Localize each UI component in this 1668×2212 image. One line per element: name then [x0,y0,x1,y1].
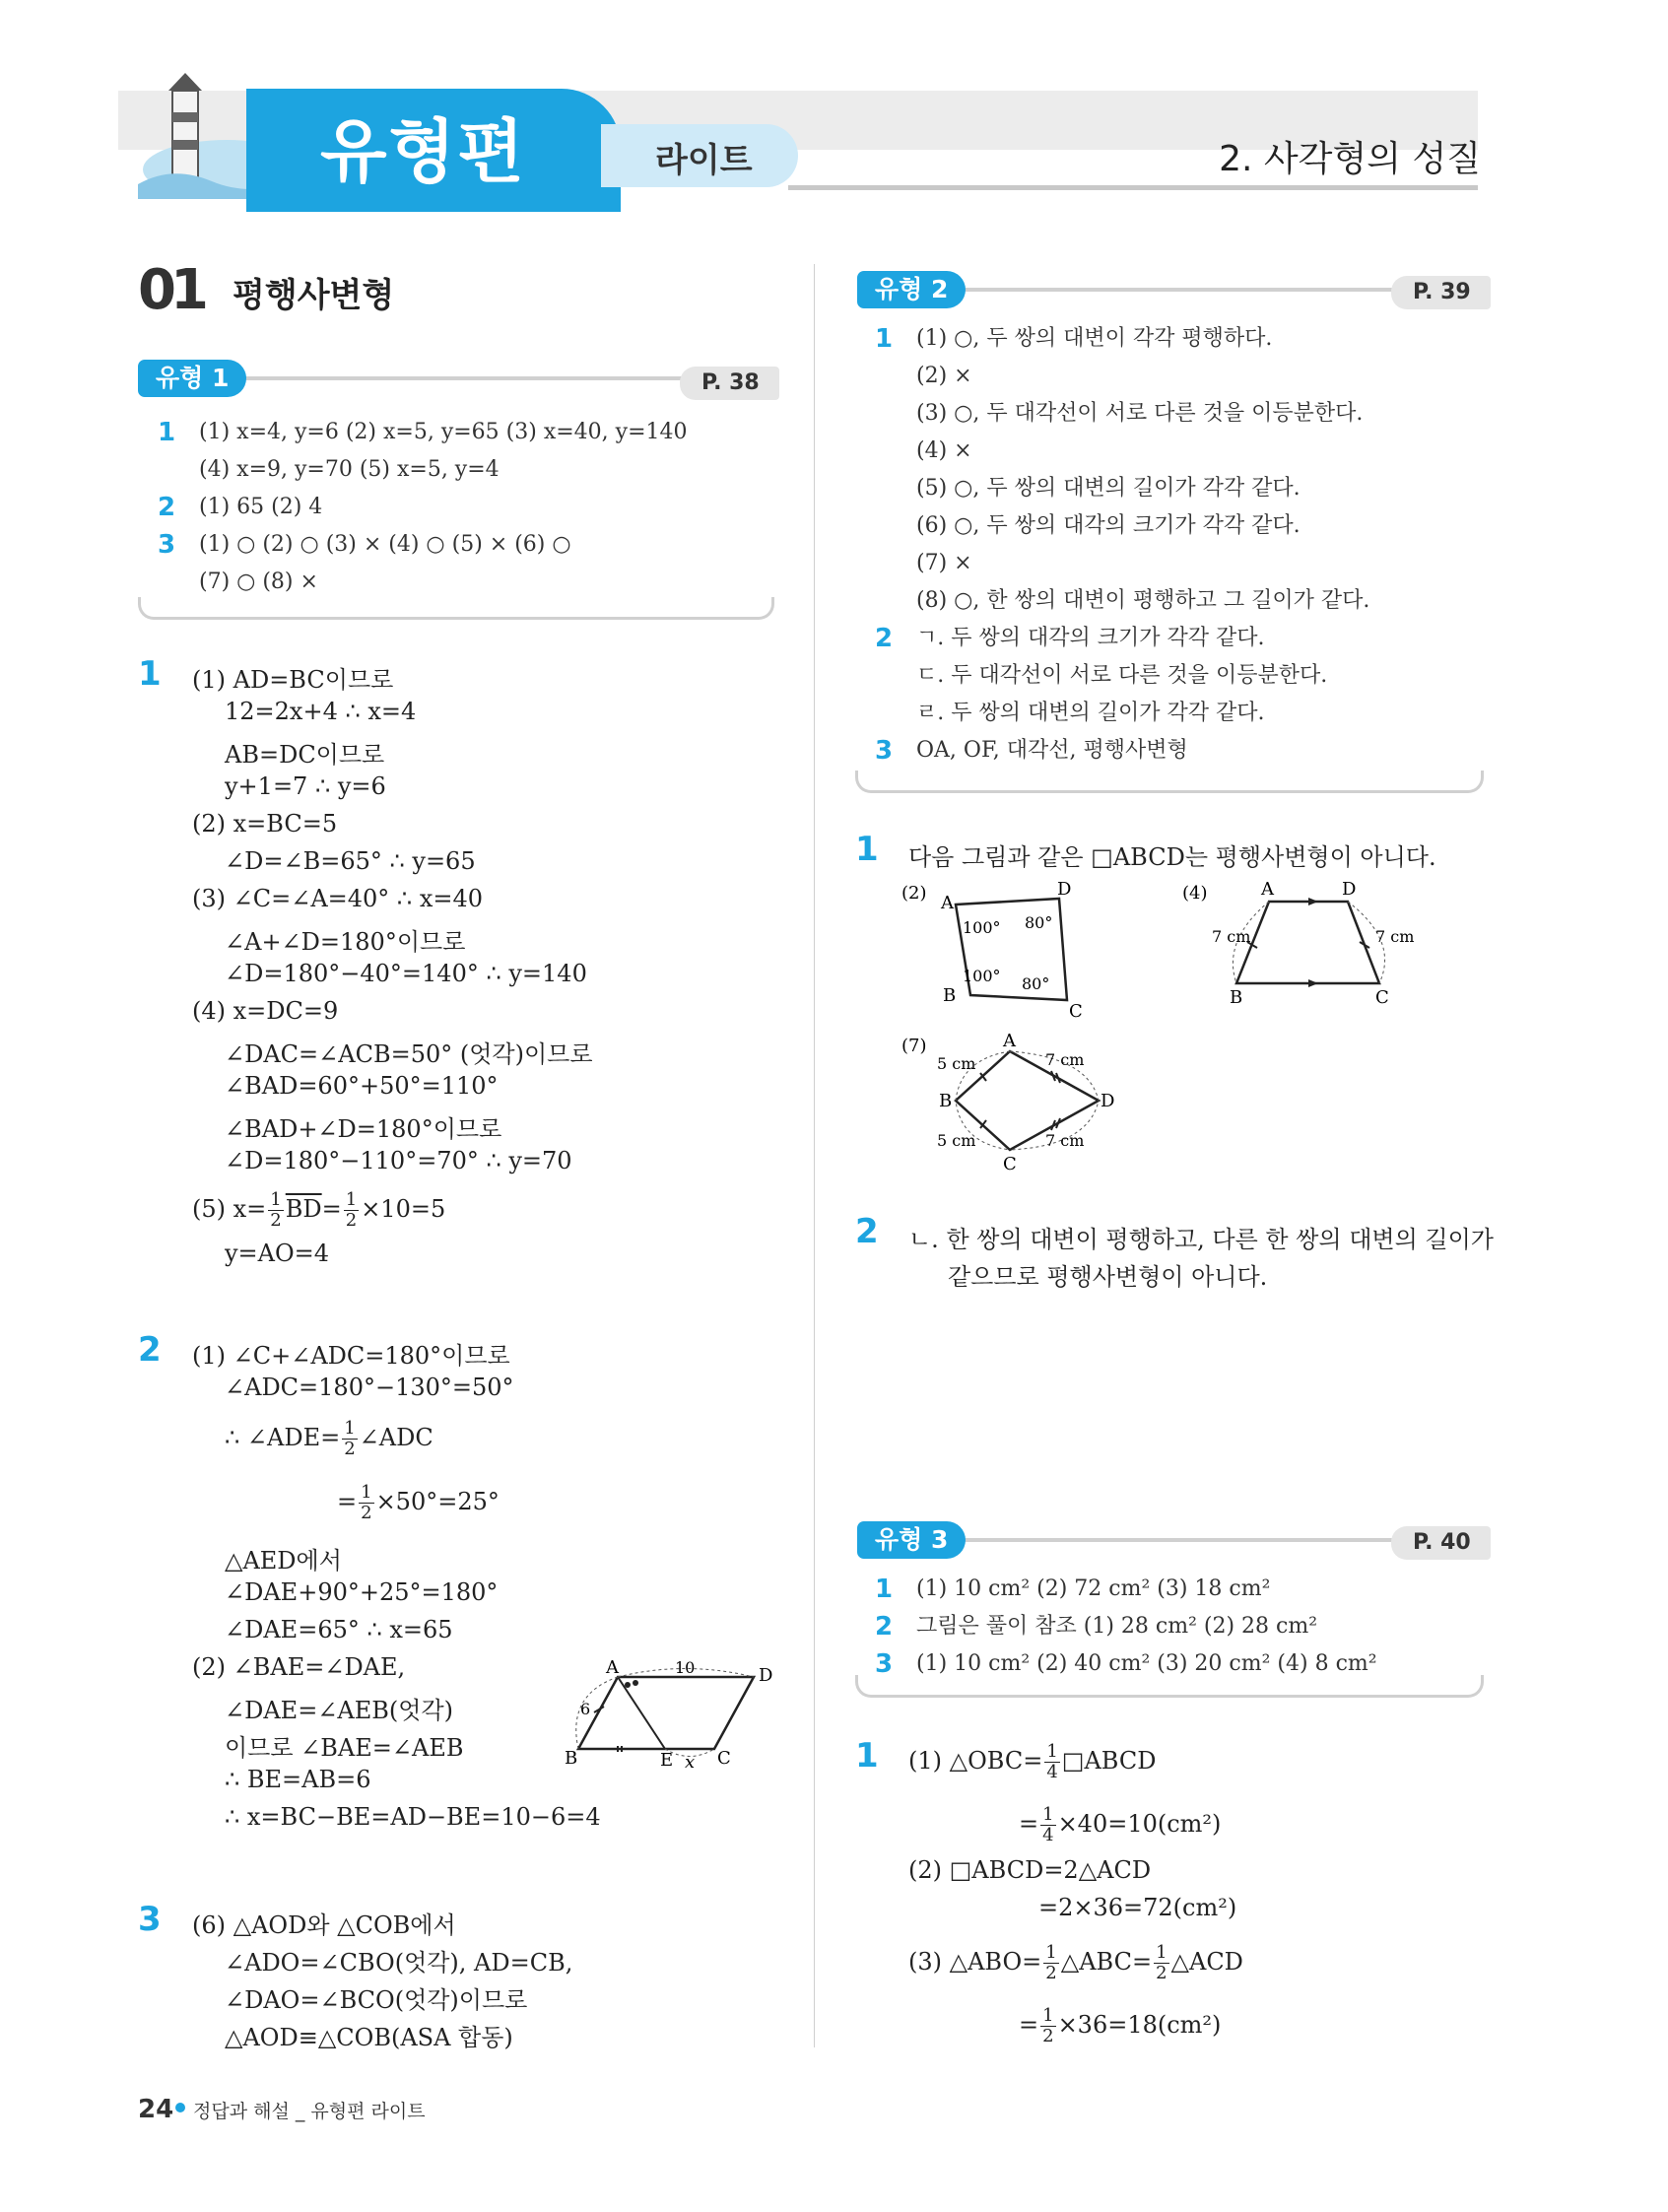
sol2-line: (1) ∠C+∠ADC=180°이므로 [192,1342,510,1370]
type3-answers [875,1571,1466,1689]
solution-number: 3 [138,1900,162,1939]
answer-text: (1) ○, 두 쌍의 대변이 각각 평행하다. [916,326,1273,351]
kite-figure-7 [901,1030,1138,1177]
svg-text:7 cm: 7 cm [1045,1131,1085,1150]
type2-label: 유형 2 [857,271,966,308]
header-tab-label: 라이트 [655,141,753,180]
chapter-title: 2. 사각형의 성질 [1219,139,1481,179]
sol3-line: ∠ADO=∠CBO(엇각), AD=CB, [225,1949,573,1977]
sol2-line: (2) ∠BAE=∠DAE, [192,1653,406,1681]
answer-text: 그림은 풀이 참조 (1) 28 cm² (2) 28 cm² [916,1614,1318,1639]
solution-number: 1 [855,1736,879,1776]
solution-number: 1 [855,830,879,869]
sol1-line: ∠A+∠D=180°이므로 [225,928,466,956]
svg-text:E: E [660,1750,674,1771]
type3-page: P. 40 [1391,1526,1491,1560]
answer-text: (8) ○, 한 쌍의 대변이 평행하고 그 길이가 같다. [916,588,1370,613]
type2-box-bottom [855,771,1484,793]
fraction: $\frac{1}{2}$ [1042,2005,1054,2046]
answer-text: OA, OF, 대각선, 평행사변형 [916,738,1188,763]
sol-t3-line: =2×36=72(cm²) [1038,1894,1237,1921]
section-number: 01 [138,258,203,322]
solution-number: 2 [138,1330,162,1370]
svg-text:A: A [606,1657,619,1678]
fraction: $\frac{1}{2}$ [1045,1942,1057,1983]
answer-text: (5) ○, 두 쌍의 대변의 길이가 각각 같다. [916,476,1301,501]
answer-number: 1 [875,1575,894,1604]
sol1-frac-line: (5) x= $\frac{1}{2}$ $\overline{BD}=$ $\frac{1}{2}$ ×10=5 [192,1189,446,1231]
svg-text:A: A [1261,879,1274,900]
fraction: $\frac{1}{2}$ [270,1189,282,1231]
sol2-line: = [337,1488,358,1515]
sol-t3-line: □ABCD [1061,1747,1157,1775]
svg-text:5 cm: 5 cm [937,1131,976,1150]
sol1-line: (4) x=DC=9 [192,997,339,1025]
sol2-line: ∴ ∠ADE= [225,1424,341,1451]
type1-label: 유형 1 [138,360,246,397]
sol1-line: ∠D=∠B=65° ∴ y=65 [225,847,476,875]
sol-t2-1-text: 다음 그림과 같은 □ABCD는 평행사변형이 아니다. [908,843,1436,871]
trapezoid-figure-4 [1182,877,1419,1025]
sol-t3-line: = [1019,2011,1039,2039]
svg-text:80°: 80° [1022,974,1050,993]
sol1-line: (5) x= [192,1195,267,1223]
solution-number: 2 [855,1212,879,1251]
answer-number: 1 [158,418,176,447]
svg-text:D: D [1057,879,1072,900]
svg-text:7 cm: 7 cm [1375,927,1415,946]
svg-text:C: C [717,1748,731,1769]
svg-text:D: D [1342,879,1357,900]
svg-text:D: D [1101,1091,1115,1111]
answer-text: (7) × [916,551,972,575]
type2-page: P. 39 [1391,276,1491,309]
sol2-frac-line: ∴ ∠ADE= $\frac{1}{2}$ ∠ADC [225,1418,434,1459]
sol3-line: ∠DAO=∠BCO(엇각)이므로 [225,1986,528,2014]
svg-text:x: x [685,1752,696,1773]
sol-t3-1-frac-line [1019,1805,1221,1845]
sol-t3-1-frac-line [908,1742,1156,1782]
column-divider [814,264,815,2047]
answer-number: 3 [875,1649,894,1679]
answer-number: 2 [875,1612,894,1642]
sol-t2-2-line: ㄴ. 한 쌍의 대변이 평행하고, 다른 한 쌍의 대변의 길이가 [908,1226,1494,1253]
answer-text: (4) × [916,438,972,463]
sol2-line: ∠DAE=65° ∴ x=65 [225,1616,453,1643]
sol1-line: ∠BAD+∠D=180°이므로 [225,1115,502,1143]
svg-text:100°: 100° [963,967,1001,985]
svg-text:B: B [1230,987,1243,1008]
answer-text: (1) x=4, y=6 (2) x=5, y=65 (3) x=40, y=140 [199,420,688,444]
svg-text:80°: 80° [1025,913,1053,932]
type2-answers [875,320,1466,783]
sol1-line: (1) AD=BC이므로 [192,666,394,694]
sol3-line: (6) △AOD와 △COB에서 [192,1911,456,1939]
svg-text:B: B [939,1091,953,1111]
fraction: $\frac{1}{2}$ [361,1482,372,1523]
page-number: 24 [138,2095,174,2124]
svg-text:6: 6 [580,1700,591,1718]
sol2-line: 이므로 ∠BAE=∠AEB [225,1734,464,1762]
answer-text: (7) ○ (8) × [199,570,318,594]
sol1-line: (2) x=BC=5 [192,810,338,838]
sol2-line: ∠DAE=∠AEB(엇각) [225,1697,454,1724]
sol1-line: 12=2x+4 ∴ x=4 [225,698,417,725]
sol1-line: y+1=7 ∴ y=6 [225,772,386,800]
sol-t2-2-line: 같으므로 평행사변형이 아니다. [948,1263,1268,1291]
fraction: $\frac{1}{4}$ [1046,1741,1058,1782]
svg-text:C: C [1069,1001,1083,1022]
sol-t3-line: (2) □ABCD=2△ACD [908,1856,1152,1884]
answer-text: (2) × [916,364,972,388]
sol-t3-line: ×40=10(cm²) [1057,1810,1222,1838]
svg-text:(4): (4) [1182,883,1208,904]
svg-text:7 cm: 7 cm [1212,927,1251,946]
fraction: $\frac{1}{4}$ [1042,1804,1054,1845]
header-underline [788,185,1478,190]
section-title: 평행사변형 [233,276,395,315]
fraction: $\frac{1}{2}$ [1156,1942,1168,1983]
svg-text:10: 10 [675,1658,696,1677]
sol1-line: ∠D=180°−40°=140° ∴ y=140 [225,960,587,987]
svg-text:7 cm: 7 cm [1045,1050,1085,1069]
svg-text:5 cm: 5 cm [937,1054,976,1073]
header-title: 유형편 [320,111,526,192]
sol2-line: ∠ADC=180°−130°=50° [225,1374,514,1401]
quadrilateral-figure-2 [901,877,1118,1025]
sol-t3-1-frac-line [908,1943,1243,1983]
answer-number: 3 [158,530,176,560]
type1-page: P. 38 [680,367,779,400]
type3-box-bottom [855,1675,1484,1698]
type3-bar-line [916,1538,1448,1542]
answer-text: (3) ○, 두 대각선이 서로 다른 것을 이등분한다. [916,401,1364,426]
sol3-line: △AOD≡△COB(ASA 합동) [225,2024,513,2051]
sol2-frac-line: = $\frac{1}{2}$ ×50°=25° [337,1482,500,1523]
sol-t3-line: △ABC= [1060,1948,1153,1976]
answer-number: 3 [875,736,894,766]
answer-text: (1) 65 (2) 4 [199,495,323,519]
sol-t3-line: ×36=18(cm²) [1057,2011,1222,2039]
answer-text: ㄷ. 두 대각선이 서로 다른 것을 이등분한다. [916,663,1328,688]
type1-bar-line [197,376,749,380]
answer-number: 2 [158,493,176,522]
sol1-line: y=AO=4 [225,1240,330,1267]
svg-text:(2): (2) [901,883,927,904]
footer-text: 정답과 해설 _ 유형편 라이트 [193,2101,426,2122]
sol-t3-line: (1) △OBC= [908,1747,1043,1775]
sol-t3-line: = [1019,1810,1039,1838]
sol1-line: ∠DAC=∠ACB=50° (엇각)이므로 [225,1040,593,1068]
sol2-line: ∠DAE+90°+25°=180° [225,1578,499,1606]
answer-number: 2 [875,624,894,653]
svg-text:A: A [1003,1031,1016,1051]
sol1-line: ∠BAD=60°+50°=110° [225,1072,499,1100]
footer-bullet-icon [175,2103,185,2112]
answer-text: (1) 10 cm² (2) 40 cm² (3) 20 cm² (4) 8 cm² [916,1651,1377,1676]
sol1-line: AB=DC이므로 [225,741,385,769]
answer-text: (4) x=9, y=70 (5) x=5, y=4 [199,457,500,482]
sol1-line: (3) ∠C=∠A=40° ∴ x=40 [192,885,484,912]
fraction: $\frac{1}{2}$ [344,1418,356,1459]
sol-t3-line: (3) △ABO= [908,1948,1042,1976]
answer-text: (6) ○, 두 쌍의 대각의 크기가 각각 같다. [916,513,1301,538]
svg-text:C: C [1375,987,1389,1008]
svg-text:B: B [943,985,957,1006]
answer-text: (1) ○ (2) ○ (3) × (4) ○ (5) × (6) ○ [199,532,571,557]
answer-text: (1) 10 cm² (2) 72 cm² (3) 18 cm² [916,1576,1271,1601]
svg-text:B: B [565,1748,578,1769]
sol1-line: ∠D=180°−110°=70° ∴ y=70 [225,1147,572,1174]
parallelogram-figure-ex2 [557,1655,783,1774]
sol-t3-line: △ACD [1170,1948,1243,1976]
type2-bar-line [916,288,1448,292]
sol2-line: △AED에서 [225,1547,342,1575]
svg-text:D: D [759,1665,773,1686]
solution-number: 1 [138,654,162,694]
sol2-line: ∴ BE=AB=6 [225,1766,371,1793]
type3-label: 유형 3 [857,1521,966,1559]
svg-text:(7): (7) [901,1036,927,1056]
fraction: $\frac{1}{2}$ [345,1189,358,1231]
svg-text:C: C [1003,1154,1017,1174]
sol2-line: ∴ x=BC−BE=AD−BE=10−6=4 [225,1803,601,1831]
type1-answers [158,414,768,611]
answer-text: ㄹ. 두 쌍의 대변의 길이가 각각 같다. [916,701,1265,725]
answer-text: ㄱ. 두 쌍의 대각의 크기가 각각 같다. [916,626,1265,650]
type1-box-bottom [138,597,774,620]
answer-number: 1 [875,324,894,354]
svg-text:100°: 100° [963,918,1001,937]
sol-t3-1-frac-line [1019,2006,1221,2046]
svg-text:A: A [941,893,954,913]
